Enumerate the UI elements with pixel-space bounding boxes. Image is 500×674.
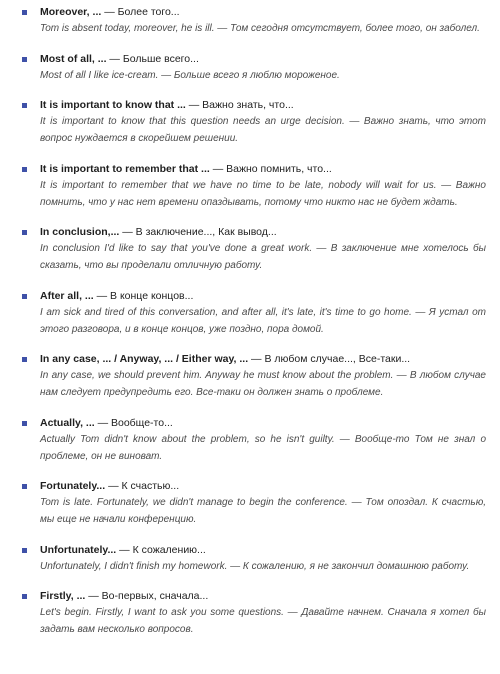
- bullet-square-icon: [22, 10, 27, 15]
- example-sentence: I am sick and tired of this conversation, and after all, it's late, it's time to go home. — Я устал от этого разговора, и в конце концов, уже поздно, пора домой.: [40, 306, 486, 335]
- translation: — Во-первых, сначала...: [85, 590, 209, 602]
- translation: — Вообще-то...: [94, 416, 173, 429]
- bullet-square-icon: [22, 230, 27, 235]
- phrase: In any case, ... / Anyway, ... / Either way, ...: [40, 353, 249, 365]
- phrase: It is important to know that ...: [40, 99, 186, 111]
- entry-heading: [40, 288, 486, 304]
- bullet-square-icon: [22, 294, 27, 299]
- phrase: Unfortunately...: [40, 543, 117, 556]
- translation: — Важно помнить, что...: [209, 162, 332, 175]
- list-item: [22, 224, 486, 274]
- bullet-square-icon: [22, 57, 27, 62]
- example-sentence: Unfortunately, I didn't finish my homework. — К сожалению, я не закончил домашнюю работу.: [40, 560, 470, 572]
- translation: — Более того...: [101, 6, 180, 18]
- list-item: [22, 4, 486, 37]
- example-sentence: Let's begin. Firstly, I want to ask you some questions. — Давайте начнем. Сначала я хотел бы задать вам несколько вопросов.: [40, 607, 486, 635]
- bullet-square-icon: [22, 167, 27, 172]
- list-item: [22, 51, 486, 84]
- entry-heading: [40, 4, 486, 20]
- translation: — К счастью...: [105, 480, 180, 492]
- bullet-square-icon: [22, 103, 27, 108]
- translation: — Больше всего...: [106, 52, 199, 65]
- example-sentence: Actually Tom didn't know about the problem, so he isn't guilty. — Вообще-то Том не знал о проблеме, он не виноват.: [40, 433, 486, 462]
- translation: — В заключение..., Как вывод...: [119, 226, 277, 238]
- entry-heading: [40, 542, 486, 558]
- example-sentence: Most of all I like ice-cream. — Больше всего я люблю мороженое.: [40, 69, 340, 81]
- list-item: [22, 415, 486, 465]
- list-item: [22, 351, 486, 401]
- bullet-square-icon: [22, 594, 27, 599]
- entry-heading: [40, 161, 486, 177]
- list-item: [22, 542, 486, 575]
- translation: — К сожалению...: [116, 543, 206, 556]
- example-sentence: In any case, we should prevent him. Anyway he must know about the problem. — В любом случае нам следует предупредить его. Все-таки он должен знать о проблеме.: [40, 370, 486, 398]
- list-item: [22, 97, 486, 147]
- entry-heading: [40, 415, 486, 431]
- list-item: [22, 288, 486, 338]
- bullet-square-icon: [22, 548, 27, 553]
- phrase: Fortunately...: [40, 480, 106, 492]
- entry-heading: [40, 351, 486, 367]
- entry-heading: [40, 51, 486, 67]
- entry-heading: [40, 224, 486, 240]
- example-sentence: It is important to remember that we have no time to be late, nobody will wait for us. — Важно помнить, что у нас нет времени опаздывать, потому что никто нас не будет ждать.: [40, 179, 486, 208]
- example-sentence: It is important to know that this question needs an urge decision. — Важно знать, что этот вопрос нуждается в скорейшем решении.: [40, 116, 486, 144]
- bullet-square-icon: [22, 421, 27, 426]
- phrase: After all, ...: [40, 289, 94, 302]
- translation: — В конце концов...: [93, 289, 194, 302]
- phrase: Firstly, ...: [40, 590, 86, 602]
- list-item: [22, 161, 486, 211]
- entry-heading: [40, 588, 486, 604]
- example-sentence: Tom is late. Fortunately, we didn't manage to begin the conference. — Том опоздал. К счастью, мы еще не начали конференцию.: [40, 497, 486, 525]
- phrase: Most of all, ...: [40, 52, 107, 65]
- phrase: Moreover, ...: [40, 6, 102, 18]
- phrase: It is important to remember that ...: [40, 162, 210, 175]
- example-sentence: Tom is absent today, moreover, he is ill. — Том сегодня отсутствует, более того, он заболел.: [40, 23, 480, 34]
- example-sentence: In conclusion I'd like to say that you've done a great work. — В заключение мне хотелось бы сказать, что вы проделали отличную работу.: [40, 243, 486, 271]
- bullet-square-icon: [22, 484, 27, 489]
- translation: — Важно знать, что...: [185, 99, 294, 111]
- bullet-square-icon: [22, 357, 27, 362]
- entry-heading: [40, 97, 486, 113]
- list-item: [22, 478, 486, 528]
- phrase: Actually, ...: [40, 416, 95, 429]
- phrase: In conclusion,...: [40, 226, 120, 238]
- entry-heading: [40, 478, 486, 494]
- translation: — В любом случае..., Все-таки...: [248, 353, 411, 365]
- list-item: [22, 588, 486, 638]
